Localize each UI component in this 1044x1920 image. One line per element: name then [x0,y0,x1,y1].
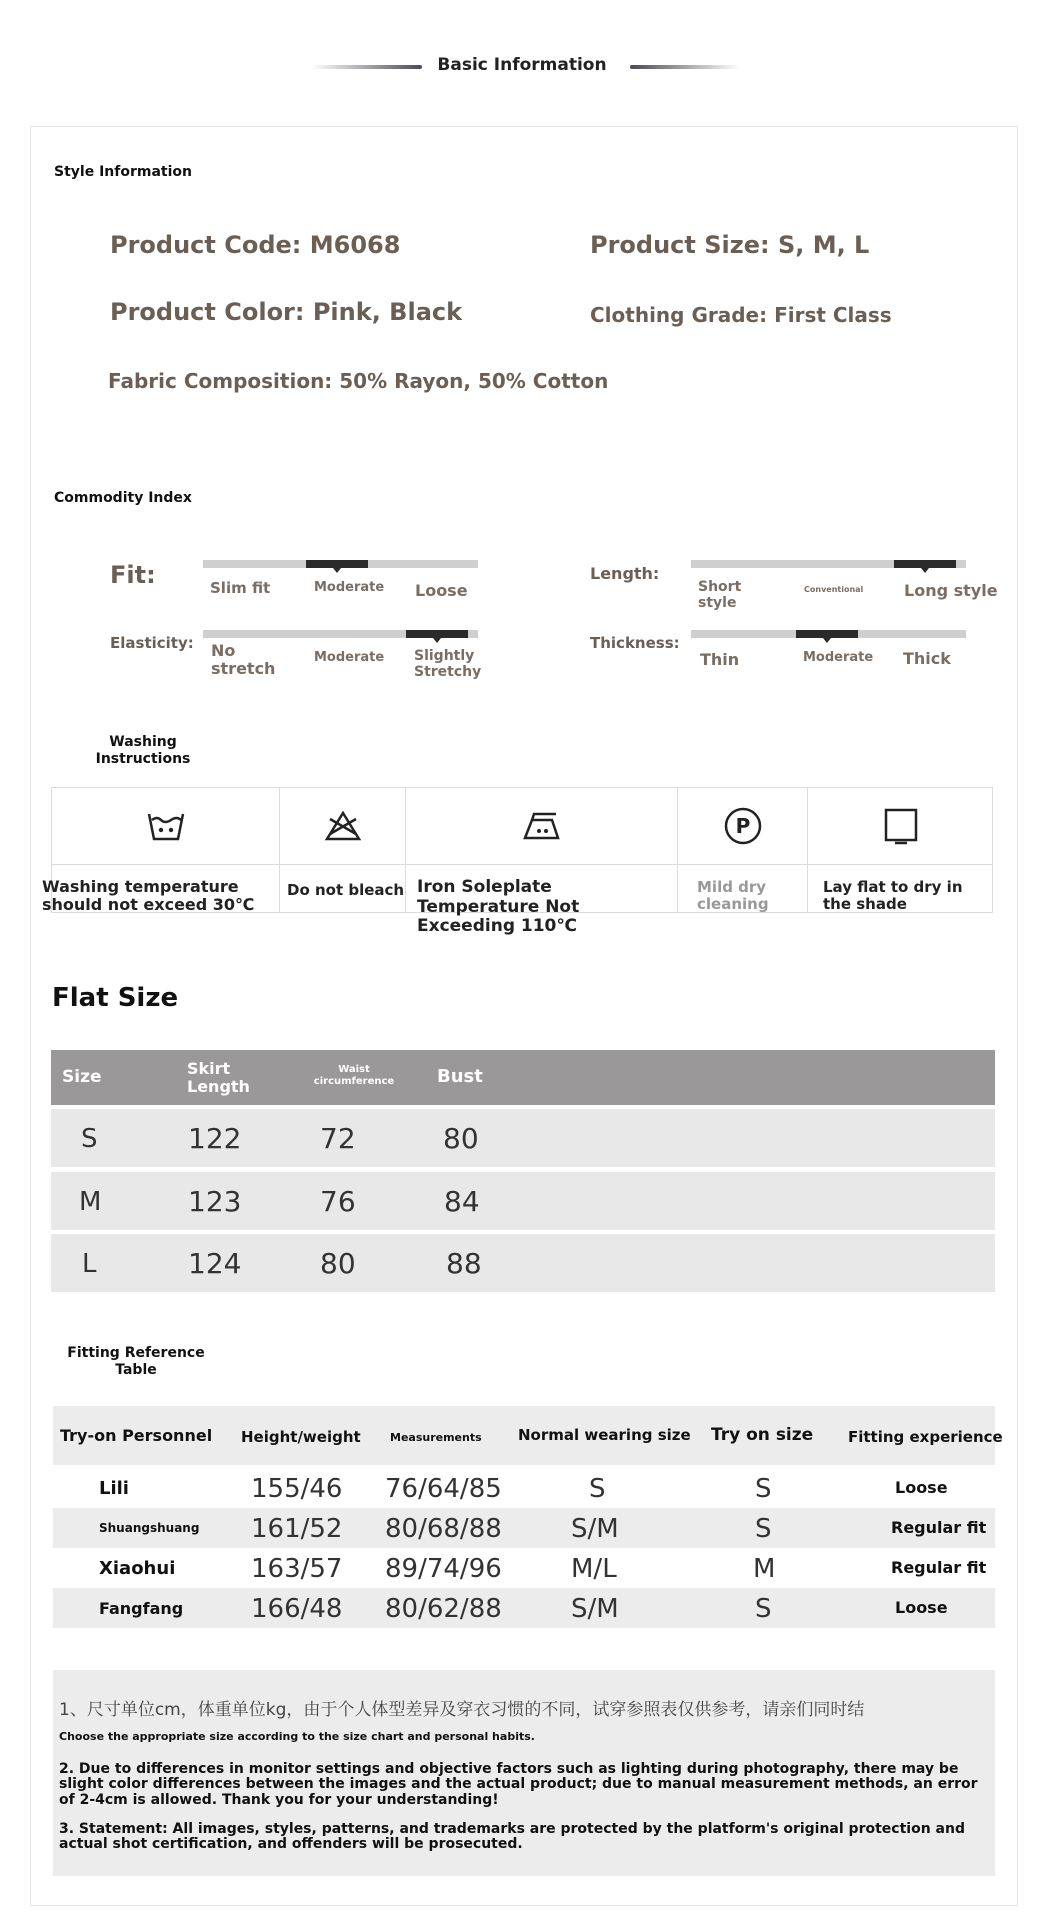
iron-110-icon [522,806,562,846]
notes-box [53,1670,995,1876]
fit-header-personnel: Try-on Personnel [60,1426,213,1445]
flat-cell-waist: 80 [320,1247,356,1280]
washing-title: Washing Instructions [95,734,191,767]
flat-size-title: Flat Size [52,983,179,1013]
elasticity-bar [203,630,478,638]
fit-cell-normal-size: S [589,1474,606,1504]
fitting-row [53,1508,995,1548]
content-frame [30,126,1018,1906]
elasticity-label: Elasticity: [110,634,194,652]
fit-option-moderate: Moderate [314,580,385,595]
flat-cell-bust: 88 [446,1247,482,1280]
fit-cell-normal-size: M/L [571,1554,617,1584]
fit-marker [306,560,368,568]
flat-cell-size: M [79,1187,102,1217]
fit-header-normal-size: Normal wearing size [518,1426,691,1444]
wash-text-bleach: Do not bleach [287,881,405,899]
length-bar [691,560,966,568]
fit-cell-height-weight: 161/52 [251,1514,343,1544]
product-code: Product Code: M6068 [110,231,401,259]
wash-30-icon [146,806,186,846]
fit-cell-name: Fangfang [99,1599,184,1618]
fit-cell-normal-size: S/M [571,1594,619,1624]
length-option-short: Short style [698,579,742,612]
fit-cell-measurements: 89/74/96 [385,1554,502,1584]
flat-cell-waist: 72 [320,1122,356,1155]
thickness-option-thin: Thin [700,650,740,669]
elasticity-marker [406,630,468,638]
thickness-bar [691,630,966,638]
length-option-long: Long style [904,581,998,600]
page-title: Basic Information [437,55,607,75]
thickness-marker [796,630,858,638]
flat-header-bust: Bust [437,1066,483,1087]
fit-cell-height-weight: 163/57 [251,1554,343,1584]
product-color: Product Color: Pink, Black [110,298,463,326]
fit-cell-experience: Regular fit [891,1518,987,1537]
fit-header-height-weight: Height/weight [241,1428,361,1446]
clothing-grade: Clothing Grade: First Class [590,303,892,327]
fit-cell-height-weight: 155/46 [251,1474,343,1504]
fitting-title: Fitting Reference Table [67,1345,205,1378]
note-1-chinese: 1、尺寸单位cm，体重单位kg，由于个人体型差异及穿衣习惯的不同，试穿参照表仅供参考，请亲们同时结 [59,1700,865,1720]
flat-header-length: Skirt Length [187,1059,250,1097]
flat-cell-length: 124 [188,1247,242,1280]
fit-label: Fit: [110,561,156,589]
note-2: 2. Due to differences in monitor settings and objective factors such as lighting during photography, there may be slight color differences between the images and the actual product; due to manual measurement methods, an error of 2-4cm is allowed. Thank you for your understanding! [59,1761,978,1808]
product-size: Product Size: S, M, L [590,231,870,259]
fit-cell-name: Shuangshuang [99,1521,200,1535]
fit-cell-try-size: S [755,1514,772,1544]
thickness-option-thick: Thick [903,649,951,668]
lay-flat-shade-icon [881,806,921,846]
flat-cell-length: 122 [188,1122,242,1155]
fit-cell-experience: Loose [895,1598,948,1617]
commodity-index-title: Commodity Index [54,490,192,506]
wash-text-iron: Iron Soleplate Temperature Not Exceeding 110℃ [417,877,580,937]
length-option-conventional: Conventional [804,585,864,594]
thickness-label: Thickness: [590,634,680,652]
fit-cell-measurements: 80/62/88 [385,1594,502,1624]
fitting-row [53,1548,995,1588]
flat-header-size: Size [62,1067,102,1087]
fit-header-measurements: Measurements [390,1431,482,1444]
flat-size-header [51,1050,995,1105]
note-1-english: Choose the appropriate size according to the size chart and personal habits. [59,1730,535,1743]
elasticity-option-moderate: Moderate [314,650,385,665]
fit-option-loose: Loose [415,581,468,600]
fit-cell-measurements: 80/68/88 [385,1514,502,1544]
flat-cell-size: S [81,1124,98,1154]
fit-bar [203,560,478,568]
fit-cell-try-size: S [755,1474,772,1504]
fit-cell-experience: Regular fit [891,1558,987,1577]
wash-text-lay-flat: Lay flat to dry in the shade [823,878,963,914]
flat-cell-bust: 84 [444,1185,480,1218]
elasticity-option-slight: Slightly Stretchy [414,648,482,681]
fit-cell-try-size: M [753,1554,776,1584]
style-info-title: Style Information [54,164,192,180]
flat-cell-waist: 76 [320,1185,356,1218]
wash-text-dry-clean: Mild dry cleaning [697,878,769,914]
fit-cell-normal-size: S/M [571,1514,619,1544]
do-not-bleach-icon [323,806,363,846]
flat-size-row [51,1109,995,1167]
flat-cell-size: L [82,1249,97,1279]
fit-cell-try-size: S [755,1594,772,1624]
fit-cell-name: Lili [99,1478,129,1499]
svg-text:P: P [735,814,750,838]
note-3: 3. Statement: All images, styles, patterns, and trademarks are protected by the platform's original protection and actual shot certification, and offenders will be prosecuted. [59,1821,965,1853]
fit-cell-height-weight: 166/48 [251,1594,343,1624]
flat-cell-length: 123 [188,1185,242,1218]
wash-text-temperature: Washing temperature should not exceed 30℃ [42,877,255,915]
thickness-option-moderate: Moderate [803,650,874,665]
fit-header-try-size: Try on size [711,1425,814,1445]
fit-header-experience: Fitting experience [848,1428,1003,1446]
flat-header-waist: Waist circumference [313,1064,395,1087]
flat-size-row [51,1172,995,1230]
length-label: Length: [590,564,660,583]
fitting-row [53,1588,995,1628]
header-divider-right [630,65,740,69]
fit-cell-measurements: 76/64/85 [385,1474,502,1504]
flat-cell-bust: 80 [443,1122,479,1155]
fitting-row [53,1468,995,1508]
length-marker [894,560,956,568]
fitting-header [53,1406,1003,1465]
fit-cell-experience: Loose [895,1478,948,1497]
dry-clean-p-icon [723,806,763,846]
flat-size-row [51,1234,995,1292]
elasticity-option-none: No stretch [211,641,276,679]
fit-option-slim: Slim fit [210,579,271,597]
fabric-composition: Fabric Composition: 50% Rayon, 50% Cotton [108,369,609,393]
fit-cell-name: Xiaohui [99,1558,176,1579]
